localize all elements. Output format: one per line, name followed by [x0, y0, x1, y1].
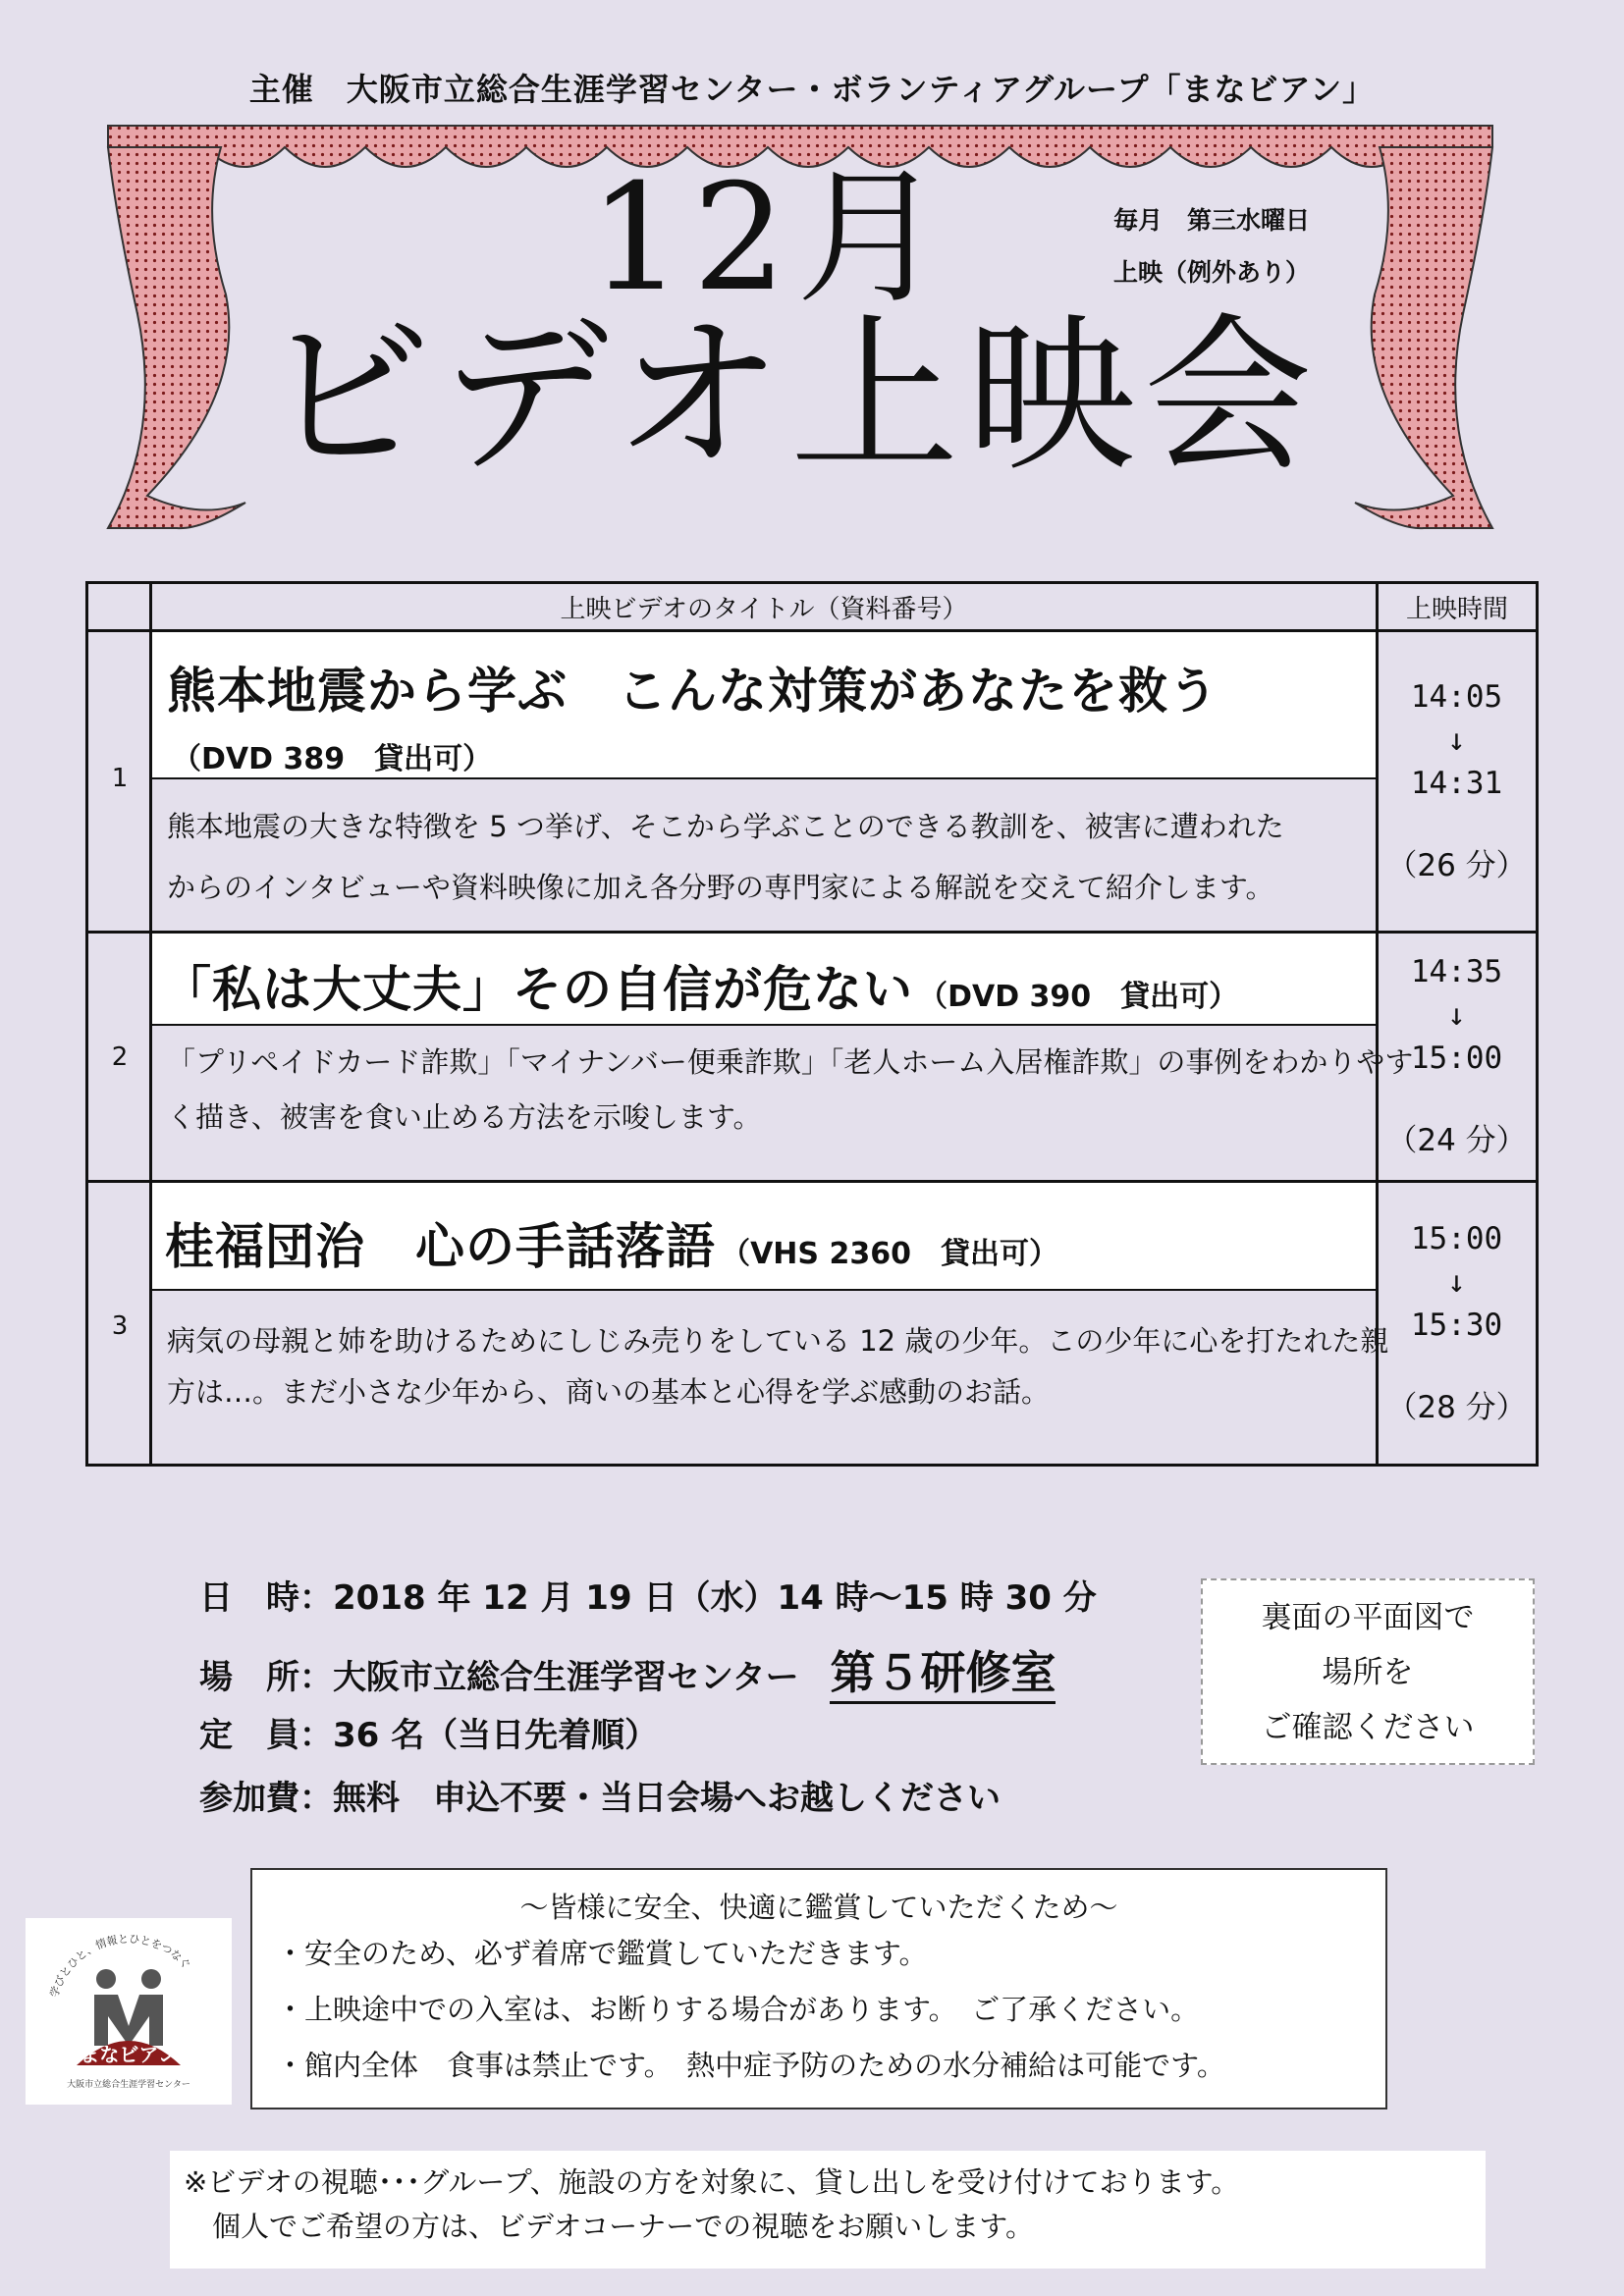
logo-graphic — [26, 1918, 232, 2105]
detail-fee — [199, 1771, 1001, 1819]
schedule-line-2: 上映（例外あり） — [1113, 258, 1311, 287]
detail-datetime — [199, 1571, 1097, 1619]
row-2-duration: （24 分） — [1386, 1123, 1527, 1158]
footer-line-2: 個人でご希望の方は、ビデオコーナーでの視聴をお願いします。 — [184, 2210, 1034, 2243]
row-3-end: 15:30 — [1410, 1308, 1503, 1343]
row-2-number: 2 — [111, 1042, 129, 1072]
curtain-left-drape — [108, 147, 245, 528]
row-2-arrow: ↓ — [1447, 997, 1466, 1033]
note-line-2: 場所を — [1322, 1655, 1414, 1690]
note-line-1: 裏面の平面図で — [1261, 1600, 1475, 1635]
detail-venue — [199, 1637, 1056, 1702]
row-3-arrow: ↓ — [1447, 1264, 1466, 1300]
row-1-code: （DVD 389 貸出可） — [172, 742, 493, 776]
row-1-title: 熊本地震から学ぶ こんな対策があなたを救う — [167, 663, 1218, 720]
svg-text:学びとひと、情報とひとをつなぐ — [48, 1933, 193, 1999]
row-2-end: 15:00 — [1410, 1041, 1503, 1076]
venue-room: 第５研修室 — [830, 1646, 1056, 1704]
row-1-desc-line-1: 熊本地震の大きな特徴を 5 つ挙げ、そこから学ぶことのできる教訓を、被害に遭われた — [167, 810, 1284, 843]
row-2-title-line — [162, 950, 1238, 1021]
month-heading: 12月 — [589, 153, 953, 324]
fee-value: 無料 申込不要・当日会場へお越しください — [333, 1779, 1001, 1818]
manners-item-1: ・安全のため、必ず着席で鑑賞していただきます。 — [276, 1937, 928, 1970]
row-1-number: 1 — [111, 764, 129, 793]
footer-line-1: ※ビデオの視聴･･･グループ、施設の方を対象に、貸し出しを受け付けております。 — [184, 2165, 1240, 2199]
capacity-value: 36 名（当日先着順） — [333, 1716, 659, 1755]
venue-label: 場 所： — [199, 1658, 333, 1697]
row-2-title: 「私は大丈夫」その自信が危ない — [162, 961, 913, 1018]
row-3-title: 桂福団治 心の手話落語 — [165, 1218, 716, 1275]
curtain-right-drape — [1355, 147, 1492, 528]
row-1-end: 14:31 — [1410, 766, 1503, 801]
floor-plan-note — [1201, 1578, 1535, 1765]
event-title: ビデオ上映会 — [263, 297, 1321, 495]
table-header-title: 上映ビデオのタイトル（資料番号） — [560, 595, 968, 624]
row-3-inner-divider — [149, 1289, 1377, 1291]
row-1-duration: （26 分） — [1386, 848, 1527, 883]
logo-name: まなビアン — [80, 2043, 178, 2066]
row-1-inner-divider — [149, 777, 1377, 779]
datetime-label: 日 時： — [199, 1578, 333, 1618]
row-3-duration: （28 分） — [1386, 1390, 1527, 1425]
logo-m-figure — [94, 1995, 163, 2046]
manners-box — [250, 1868, 1387, 2109]
logo-org: 大阪市立総合生涯学習センター — [67, 2080, 190, 2090]
schedule-line-1: 毎月 第三水曜日 — [1113, 206, 1311, 235]
footer-note — [170, 2151, 1486, 2269]
row-1-start: 14:05 — [1410, 679, 1503, 715]
manners-item-3: ・館内全体 食事は禁止です。 熱中症予防のための水分補給は可能です。 — [276, 2049, 1225, 2082]
row-2-desc-line-2: く描き、被害を食い止める方法を示唆します。 — [167, 1100, 762, 1134]
row-2-start: 14:35 — [1410, 954, 1503, 989]
row-2-times — [1378, 950, 1536, 1162]
row-3-code: （VHS 2360 貸出可） — [721, 1237, 1058, 1271]
row-1-arrow: ↓ — [1447, 722, 1466, 758]
datetime-value: 2018 年 12 月 19 日（水）14 時～15 時 30 分 — [333, 1578, 1097, 1618]
row-1-desc-line-2: からのインタビューや資料映像に加え各分野の専門家による解説を交えて紹介します。 — [167, 871, 1274, 904]
venue-value: 大阪市立総合生涯学習センター — [333, 1658, 799, 1697]
row-3-desc-line-1: 病気の母親と姉を助けるためにしじみ売りをしている 12 歳の少年。この少年に心を打たれた親 — [167, 1324, 1389, 1358]
row-3-title-line — [165, 1207, 1058, 1278]
row-3-number: 3 — [111, 1311, 129, 1341]
row-3-desc-line-2: 方は…。まだ小さな少年から、商いの基本と心得を学ぶ感動のお話。 — [167, 1375, 1051, 1409]
row-2-inner-divider — [149, 1024, 1377, 1026]
table-header-time: 上映時間 — [1405, 595, 1508, 624]
logo-person-right-head — [141, 1969, 161, 1989]
logo-person-left-head — [96, 1969, 116, 1989]
manners-heading: ～皆様に安全、快適に鑑賞していただくため～ — [519, 1891, 1118, 1924]
row-2-code: （DVD 390 貸出可） — [918, 980, 1239, 1014]
note-line-3: ご確認ください — [1261, 1710, 1475, 1745]
manners-item-2: ・上映途中での入室は、お断りする場合があります。 ご了承ください。 — [276, 1993, 1200, 2026]
detail-capacity — [199, 1708, 658, 1756]
row-1-times — [1378, 675, 1536, 887]
sponsor-line: 主催 大阪市立総合生涯学習センター・ボランティアグループ「まなビアン」 — [248, 71, 1376, 108]
logo-arc-text: 学びとひと、情報とひとをつなぐ — [47, 1932, 193, 2000]
row-2-desc-line-1: 「プリペイドカード詐欺」「マイナンバー便乗詐欺」「老人ホーム入居権詐欺」の事例をわかりやす — [167, 1045, 1414, 1079]
row-3-start: 15:00 — [1410, 1221, 1503, 1256]
manabian-logo — [26, 1918, 232, 2105]
capacity-label: 定 員： — [199, 1716, 333, 1755]
row-3-times — [1378, 1217, 1536, 1429]
fee-label: 参加費： — [199, 1779, 333, 1818]
